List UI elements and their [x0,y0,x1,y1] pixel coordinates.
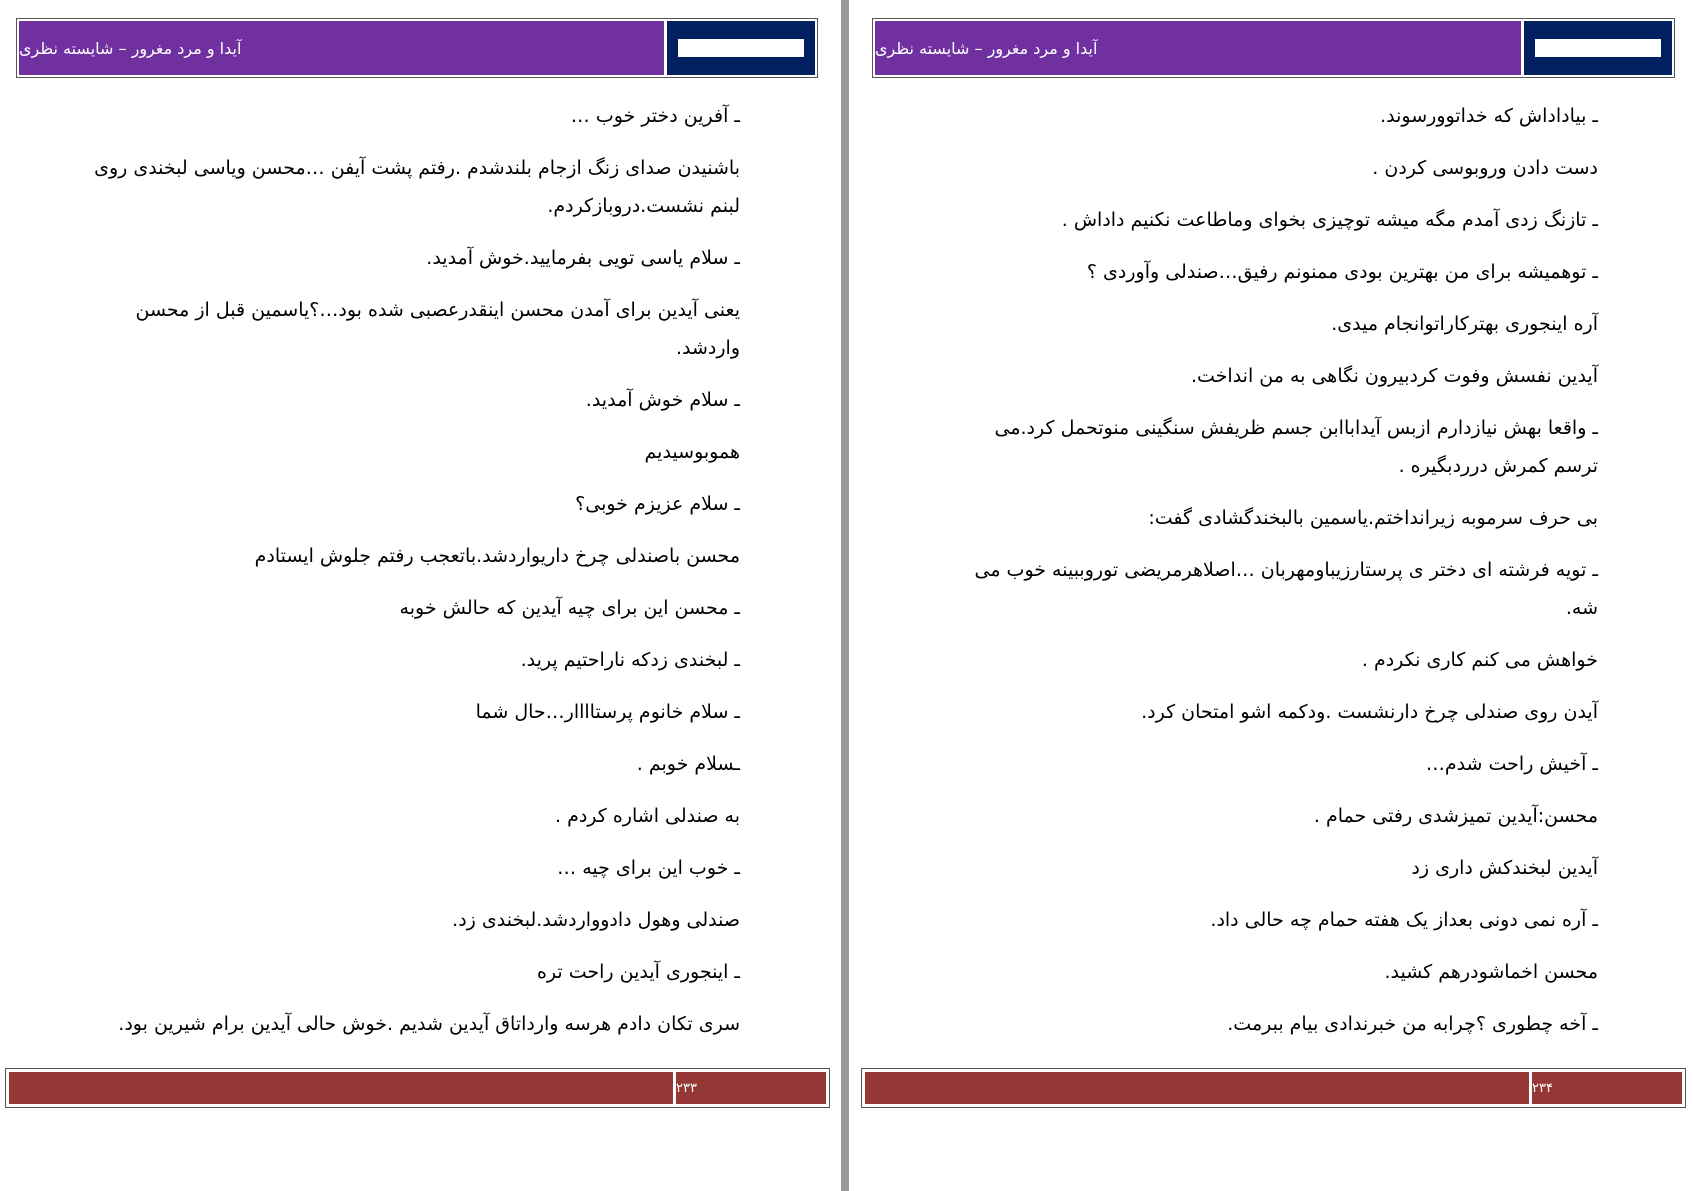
book-spine [841,0,849,1191]
paragraph: سری تکان دادم هرسه وارداتاق آیدین شدیم .خوش حالی آیدین برام شیرین بود. [118,1013,740,1035]
paragraph: ـ توهمیشه برای من بهترین بودی ممنونم رفیق…صندلی وآوردی ؟ [1086,261,1598,283]
paragraph: دست دادن وروبوسی کردن . [1372,157,1598,179]
paragraph: ـ واقعا بهش نیازدارم ازبس آیداباابن جسم ظریفش سنگینی منوتحمل کرد.می ترسم کمرش درردبگیره . [994,417,1598,477]
paragraph: ـ اینجوری آیدین راحت تره [536,961,740,983]
paragraph: ـ آره نمی دونی بعداز یک هفته حمام چه حالی داد. [1210,909,1598,931]
right-page [849,0,1693,1191]
paragraph: محسن:آیدین تمیزشدی رفتی حمام . [1313,805,1598,827]
footer-bar [9,1072,673,1104]
paragraph: ـ سلام عزیزم خوبی؟ [575,493,740,515]
paragraph: یعنی آیدین برای آمدن محسن اینقدرعصبی شده بود…؟یاسمین قبل از محسن واردشد. [135,299,740,359]
header-white-bar [678,39,804,57]
paragraph: ـ آفرین دختر خوب … [570,105,740,127]
paragraph: آیدن روی صندلی چرخ دارنشست .ودکمه اشو امتحان کرد. [1141,701,1598,723]
left-page [0,0,841,1191]
paragraph: آیدین نفسش وفوت کردبیرون نگاهی به من انداخت. [1190,365,1598,387]
paragraph: ـ محسن این برای چیه آیدین که حالش خوبه [399,597,740,619]
header-title: آیدا و مرد مغرور – شایسته نظری [875,38,1098,58]
paragraph: ـ سلام خوش آمدید. [585,389,740,411]
page-number-box [676,1072,826,1104]
paragraph: ـ لبخندی زدکه ناراحتیم پرید. [520,649,740,671]
paragraph: ـ آخیش راحت شدم… [1425,753,1598,775]
page-number: ۲۳۴ [1532,1080,1553,1096]
header-title-box [875,21,1521,75]
page-header [872,18,1675,78]
paragraph: ـسلام خوبم . [636,753,740,775]
paragraph: ـ خوب این برای چیه … [557,857,740,879]
paragraph: ـ تویه فرشته ای دختر ی پرستارزیباومهربان …اصلاهرمریضی توروببینه خوب می شه. [974,559,1598,619]
page-footer [861,1068,1686,1108]
paragraph: باشنیدن صدای زنگ ازجام بلندشدم .رفتم پشت آیفن …محسن ویاسی لبخندی روی لبنم نشست.دروبازکردم. [94,157,740,217]
paragraph: صندلی وهول دادوواردشد.لبخندی زد. [452,909,740,931]
page-number-box [1532,1072,1682,1104]
footer-bar [865,1072,1529,1104]
paragraph: ـ آخه چطوری ؟چرابه من خبرندادی بیام ببرمت. [1227,1013,1598,1035]
page-footer [5,1068,830,1108]
paragraph: آیدین لبخندکش داری زد [1411,857,1598,879]
page-body [951,97,1598,1057]
paragraph: خواهش می کنم کاری نکردم . [1361,649,1598,671]
page-number: ۲۳۳ [676,1080,697,1096]
header-navy-block [1524,21,1672,75]
header-navy-block [667,21,815,75]
paragraph: به صندلی اشاره کردم . [554,805,740,827]
page-header [16,18,818,78]
paragraph: هموبوسیدیم [644,441,740,463]
paragraph: محسن باصندلی چرخ داریواردشد.باتعجب رفتم جلوش ایستادم [254,545,740,567]
paragraph: ـ سلام یاسی تویی بفرمایید.خوش آمدید. [426,247,740,269]
page-body [92,97,740,1057]
paragraph: بی حرف سرموبه زیرانداختم.یاسمین بالبخندگشادی گفت: [1148,507,1598,529]
paragraph: ـ سلام خانوم پرستاااار…حال شما [475,701,740,723]
paragraph: محسن اخماشودرهم کشید. [1384,961,1598,983]
paragraph: آره اینجوری بهترکاراتوانجام میدی. [1331,313,1598,335]
header-title-box [19,21,664,75]
paragraph: ـ بیاداداش که خداتوورسوند. [1380,105,1598,127]
header-white-bar [1535,39,1661,57]
paragraph: ـ تازنگ زدی آمدم مگه میشه توچیزی بخوای وماطاعت نکنیم داداش . [1061,209,1598,231]
header-title: آیدا و مرد مغرور – شایسته نظری [19,38,242,58]
